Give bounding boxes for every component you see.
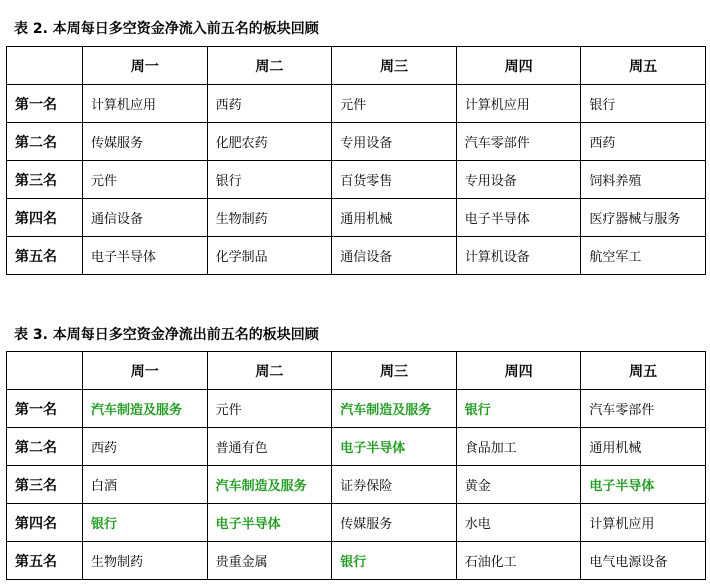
column-header-friday: 周五 <box>581 47 706 85</box>
net-outflow-table <box>6 351 706 580</box>
rank-label: 第四名 <box>7 199 83 237</box>
sector-cell: 电子半导体 <box>83 237 208 275</box>
corner-cell <box>7 47 83 85</box>
column-header-wednesday: 周三 <box>332 352 457 390</box>
table-row <box>7 161 706 199</box>
sector-cell: 石油化工 <box>456 542 581 580</box>
sector-cell: 计算机应用 <box>83 85 208 123</box>
sector-cell: 生物制药 <box>207 199 332 237</box>
table-row <box>7 542 706 580</box>
table-body <box>7 85 706 275</box>
sector-cell: 生物制药 <box>83 542 208 580</box>
sector-cell: 元件 <box>83 161 208 199</box>
sector-cell: 元件 <box>332 85 457 123</box>
sector-cell: 电子半导体 <box>332 428 457 466</box>
sector-cell: 西药 <box>83 428 208 466</box>
sector-cell: 汽车零部件 <box>456 123 581 161</box>
table-row <box>7 428 706 466</box>
sector-cell: 白酒 <box>83 466 208 504</box>
sector-cell: 电气电源设备 <box>581 542 706 580</box>
sector-cell: 传媒服务 <box>332 504 457 542</box>
sector-cell: 化肥农药 <box>207 123 332 161</box>
sector-cell: 西药 <box>581 123 706 161</box>
table-row <box>7 237 706 275</box>
sector-cell: 银行 <box>456 390 581 428</box>
table-row <box>7 85 706 123</box>
sector-cell: 银行 <box>207 161 332 199</box>
rank-label: 第三名 <box>7 161 83 199</box>
sector-cell: 航空军工 <box>581 237 706 275</box>
sector-cell: 通用机械 <box>581 428 706 466</box>
table-row <box>7 390 706 428</box>
column-header-thursday: 周四 <box>456 352 581 390</box>
sector-cell: 电子半导体 <box>581 466 706 504</box>
sector-cell: 汽车零部件 <box>581 390 706 428</box>
sector-cell: 计算机应用 <box>456 85 581 123</box>
rank-label: 第四名 <box>7 504 83 542</box>
sector-cell: 银行 <box>332 542 457 580</box>
table-body <box>7 390 706 580</box>
sector-cell: 专用设备 <box>332 123 457 161</box>
table2-caption: 表 2. 本周每日多空资金净流入前五名的板块回顾 <box>14 21 319 37</box>
sector-cell: 化学制品 <box>207 237 332 275</box>
column-header-friday: 周五 <box>581 352 706 390</box>
sector-cell: 计算机应用 <box>581 504 706 542</box>
sector-cell: 传媒服务 <box>83 123 208 161</box>
table-row <box>7 504 706 542</box>
sector-cell: 黄金 <box>456 466 581 504</box>
table-row <box>7 466 706 504</box>
sector-cell: 贵重金属 <box>207 542 332 580</box>
rank-label: 第一名 <box>7 390 83 428</box>
sector-cell: 元件 <box>207 390 332 428</box>
table-row <box>7 123 706 161</box>
sector-cell: 普通有色 <box>207 428 332 466</box>
corner-cell <box>7 352 83 390</box>
sector-cell: 西药 <box>207 85 332 123</box>
rank-label: 第五名 <box>7 237 83 275</box>
rank-label: 第三名 <box>7 466 83 504</box>
sector-cell: 计算机设备 <box>456 237 581 275</box>
sector-cell: 饲料养殖 <box>581 161 706 199</box>
sector-cell: 汽车制造及服务 <box>83 390 208 428</box>
header-row <box>7 352 706 390</box>
sector-cell: 电子半导体 <box>456 199 581 237</box>
rank-label: 第二名 <box>7 123 83 161</box>
column-header-monday: 周一 <box>83 47 208 85</box>
rank-label: 第二名 <box>7 428 83 466</box>
net-inflow-table <box>6 46 706 275</box>
column-header-tuesday: 周二 <box>207 352 332 390</box>
header-row <box>7 47 706 85</box>
column-header-thursday: 周四 <box>456 47 581 85</box>
sector-cell: 证券保险 <box>332 466 457 504</box>
sector-cell: 汽车制造及服务 <box>207 466 332 504</box>
sector-cell: 通用机械 <box>332 199 457 237</box>
sector-cell: 通信设备 <box>332 237 457 275</box>
table3-caption: 表 3. 本周每日多空资金净流出前五名的板块回顾 <box>14 327 319 343</box>
rank-label: 第一名 <box>7 85 83 123</box>
column-header-wednesday: 周三 <box>332 47 457 85</box>
sector-cell: 食品加工 <box>456 428 581 466</box>
rank-label: 第五名 <box>7 542 83 580</box>
sector-cell: 水电 <box>456 504 581 542</box>
table-row <box>7 199 706 237</box>
column-header-tuesday: 周二 <box>207 47 332 85</box>
sector-cell: 专用设备 <box>456 161 581 199</box>
sector-cell: 银行 <box>581 85 706 123</box>
sector-cell: 汽车制造及服务 <box>332 390 457 428</box>
sector-cell: 通信设备 <box>83 199 208 237</box>
column-header-monday: 周一 <box>83 352 208 390</box>
sector-cell: 医疗器械与服务 <box>581 199 706 237</box>
sector-cell: 银行 <box>83 504 208 542</box>
sector-cell: 电子半导体 <box>207 504 332 542</box>
sector-cell: 百货零售 <box>332 161 457 199</box>
